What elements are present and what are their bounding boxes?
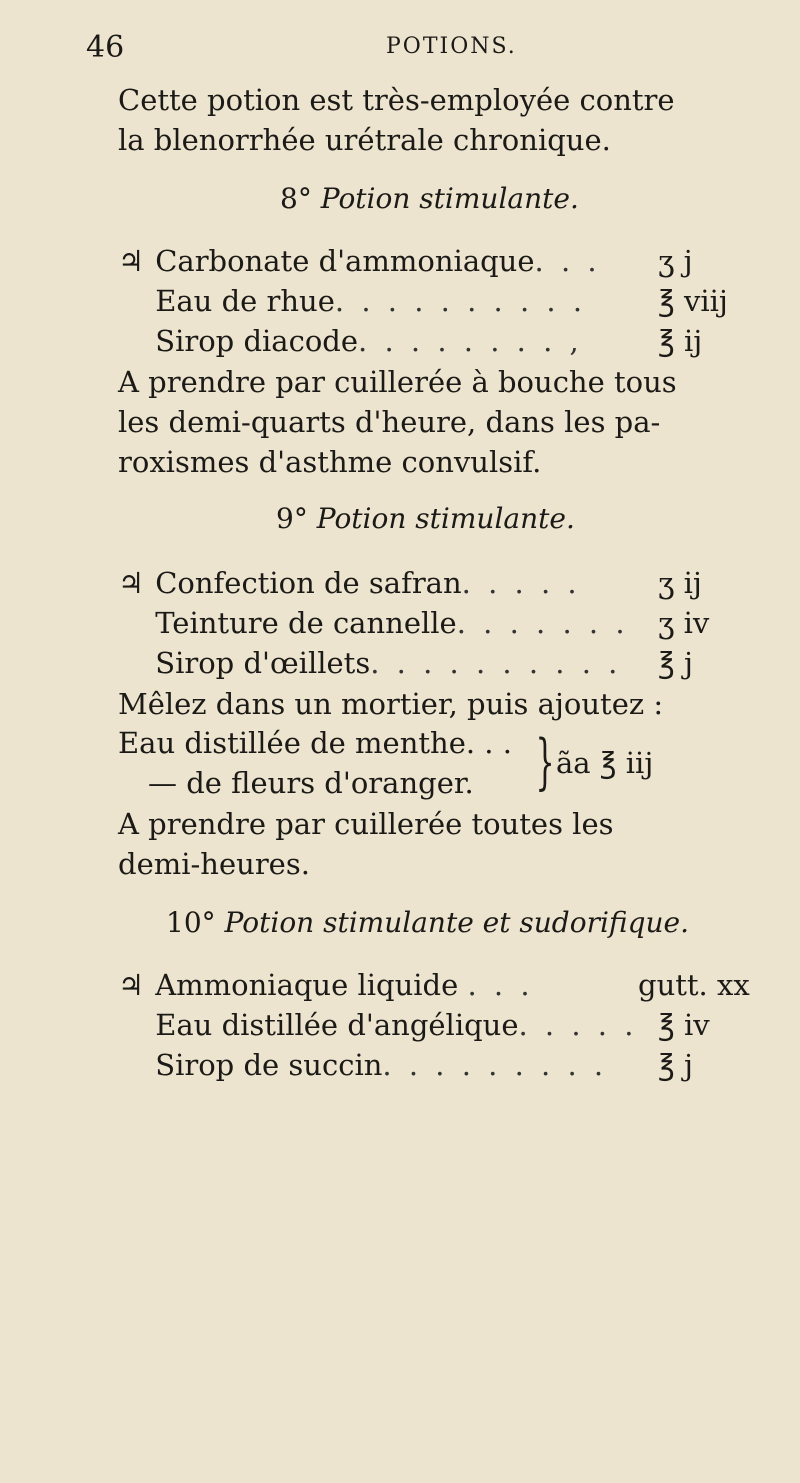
potion-9-note-2: demi-heures.: [118, 847, 310, 881]
item-dose: ʒ ij: [658, 566, 702, 600]
potion-9-number: 9°: [276, 502, 308, 535]
item-dose: ℥ j: [658, 1048, 693, 1082]
item-dose: gutt. xx: [638, 968, 750, 1002]
potion-9-mix-instruction: Mêlez dans un mortier, puis ajoutez :: [118, 687, 664, 721]
item-name: Teinture de cannelle: [155, 606, 457, 640]
item-name: Confection de safran: [155, 566, 462, 600]
leader-dots: . . . . .: [518, 1008, 638, 1042]
leader-dots: . . . . . . .: [456, 606, 629, 640]
potion-10-item-3: [118, 1048, 758, 1084]
potion-8-item-3: [118, 324, 758, 360]
brace-dose: ãa ℥ iij: [556, 746, 654, 780]
page-number: 46: [86, 30, 125, 65]
item-dose: ℥ ij: [658, 324, 703, 358]
potion-8-note-1: A prendre par cuillerée à bouche tous: [118, 365, 677, 399]
item-dose: ℥ j: [658, 646, 693, 680]
potion-9-title: Potion stimulante.: [316, 502, 575, 535]
potion-8-item-1: [118, 244, 758, 280]
item-name: Ammoniaque liquide: [155, 968, 459, 1002]
potion-8-item-2: [118, 284, 758, 320]
running-head: POTIONS.: [386, 34, 517, 59]
rx-symbol: ♃: [118, 244, 144, 278]
item-name: Carbonate d'ammoniaque: [155, 244, 535, 278]
potion-8-number: 8°: [280, 182, 312, 215]
potion-8-note-3: roxismes d'asthme convulsif.: [118, 445, 542, 479]
potion-9-item-2: [118, 606, 758, 642]
item-name: Sirop de succin: [155, 1048, 383, 1082]
leader-dots: . . . . . . . . . .: [334, 284, 587, 318]
potion-10-number: 10°: [166, 906, 216, 939]
leader-dots: . . . . . . . . .: [382, 1048, 608, 1082]
item-name: Eau de rhue: [155, 284, 335, 318]
item-dose: ʒ iv: [658, 606, 710, 640]
potion-9-brace-group: [118, 726, 758, 806]
intro-line-1: Cette potion est très-employée contre: [118, 83, 675, 117]
potion-8-note-2: les demi-quarts d'heure, dans les pa-: [118, 405, 661, 439]
item-dose: ℥ iv: [658, 1008, 710, 1042]
right-brace-icon: }: [535, 727, 555, 797]
rx-symbol: ♃: [118, 968, 144, 1002]
potion-9-heading: [276, 502, 575, 535]
intro-line-2: la blenorrhée urétrale chronique.: [118, 123, 611, 157]
potion-8-heading: [280, 182, 579, 215]
potion-10-title: Potion stimulante et sudorifique.: [224, 906, 690, 939]
leader-dots: . . . . .: [461, 566, 581, 600]
potion-9-note-1: A prendre par cuillerée toutes les: [118, 807, 614, 841]
brace-line-2: — de fleurs d'oranger.: [148, 766, 474, 800]
item-name: Eau distillée d'angélique: [155, 1008, 519, 1042]
page-header: [86, 30, 766, 70]
item-dose: ℥ viij: [658, 284, 728, 318]
potion-9-item-3: [118, 646, 758, 682]
potion-8-title: Potion stimulante.: [320, 182, 579, 215]
brace-line-1: Eau distillée de menthe. . .: [118, 726, 512, 760]
item-name: Sirop diacode: [155, 324, 359, 358]
leader-dots: . . .: [534, 244, 601, 278]
leader-dots: . . . . . . . . . .: [370, 646, 622, 680]
item-dose: ʒ j: [658, 244, 693, 278]
potion-10-item-1: [118, 968, 758, 1004]
leader-dots: . . .: [467, 968, 534, 1002]
item-name: Sirop d'œillets: [155, 646, 371, 680]
rx-symbol: ♃: [118, 566, 144, 600]
leader-dots: . . . . . . . . ,: [358, 324, 583, 358]
potion-10-item-2: [118, 1008, 758, 1044]
potion-9-item-1: [118, 566, 758, 602]
potion-10-heading: [166, 906, 689, 939]
